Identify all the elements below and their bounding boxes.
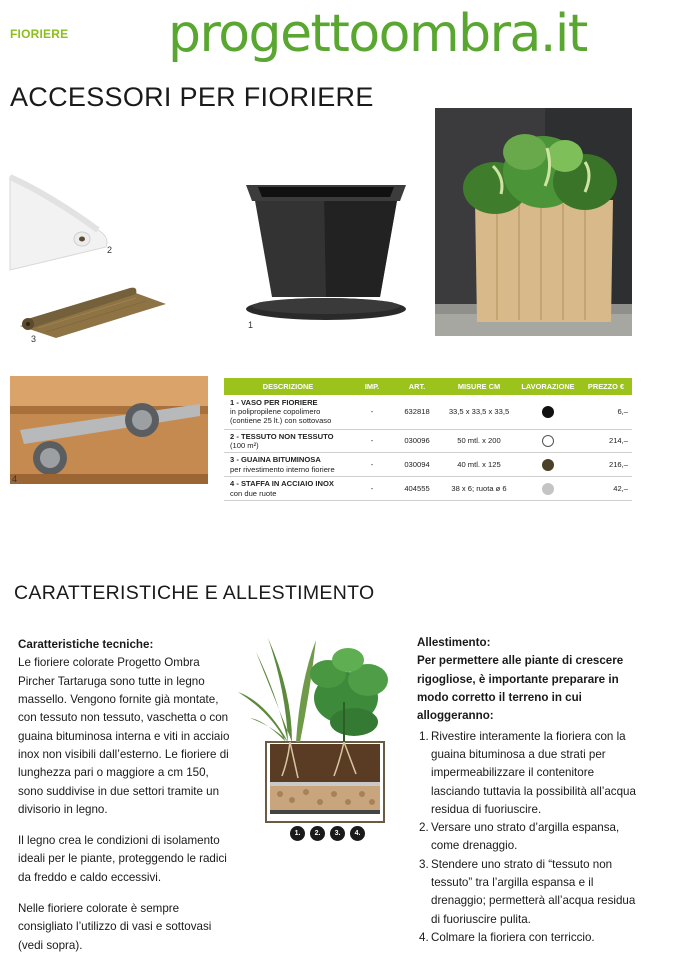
setup-steps xyxy=(417,728,641,948)
row-art: 030094 xyxy=(392,453,442,477)
row-description xyxy=(224,453,352,477)
diagram-label: 3. xyxy=(330,826,345,841)
row-imp: - xyxy=(352,453,392,477)
row-size: 38 x 6; ruota ø 6 xyxy=(442,477,516,501)
row-imp: - xyxy=(352,429,392,453)
row-imp: - xyxy=(352,395,392,429)
diagram-label: 2. xyxy=(310,826,325,841)
technical-paragraph: Nelle fioriere colorate è sempre consigliato l’utilizzo di vasi e sottovasi (vedi sopra). xyxy=(18,902,212,952)
row-size: 50 mtl. x 200 xyxy=(442,429,516,453)
section-tag: FIORIERE xyxy=(10,27,69,41)
setup-step xyxy=(417,728,641,820)
setup-intro: Per permettere alle piante di crescere rigogliose, è importante preparare in modo corretto il terreno in cui alloggeranno: xyxy=(417,654,624,723)
row-price: 6,– xyxy=(580,395,632,429)
col-price: PREZZO € xyxy=(580,378,632,395)
bitumen-roll-image xyxy=(18,282,168,338)
step-text: Stendere uno strato di “tessuto non tessuto” tra l’argilla espansa e il drenaggio; permetterà all’acqua residua di fuoriuscire pulita. xyxy=(431,857,636,926)
product-name: 3 - GUAINA BITUMINOSA xyxy=(230,455,321,465)
row-description xyxy=(224,477,352,501)
table-row xyxy=(224,453,632,477)
diagram-label: 4. xyxy=(350,826,365,841)
product-detail: (contiene 25 lt.) con sottovaso xyxy=(230,416,332,426)
brand-logo: progettoombra.it xyxy=(168,4,587,64)
step-number: 1. xyxy=(419,729,429,743)
step-number: 2. xyxy=(419,821,429,835)
row-description xyxy=(224,429,352,453)
step-text: Versare uno strato d’argilla espansa, come drenaggio. xyxy=(431,821,620,853)
table-header-row xyxy=(224,378,632,395)
product-name: 4 - STAFFA IN ACCIAIO INOX xyxy=(230,479,334,489)
row-art: 404555 xyxy=(392,477,442,501)
figure-label-4: 4 xyxy=(12,474,18,484)
page-title: ACCESSORI PER FIORIERE xyxy=(10,82,374,112)
technical-paragraph: Le fioriere colorate Progetto Ombra Pircher Tartaruga sono tutte in legno massello. Vengono fornite già montate, con tessuto non tessuto, vaschetta o con guaina bituminosa interna e viti in acciaio inox non visibili dall’esterno. Le fioriere di lunghezza pari o maggiore a cm 150, sono suddivise in due settori tramite un divisorio in legno. xyxy=(18,656,230,816)
row-art: 030096 xyxy=(392,429,442,453)
col-imp: IMP. xyxy=(352,378,392,395)
fabric-roll-image xyxy=(10,175,120,270)
col-size: MISURE CM xyxy=(442,378,516,395)
diagram-label: 1. xyxy=(290,826,305,841)
table-row xyxy=(224,477,632,501)
figure-label-2: 2 xyxy=(107,245,113,255)
wooden-planter-photo xyxy=(435,108,632,336)
product-table xyxy=(224,378,632,501)
row-finish xyxy=(516,429,580,453)
setup-heading: Allestimento: xyxy=(417,636,491,649)
col-description: DESCRIZIONE xyxy=(224,378,352,395)
setup-column xyxy=(417,634,641,947)
row-imp: - xyxy=(352,477,392,501)
row-price: 216,– xyxy=(580,453,632,477)
setup-step xyxy=(417,819,641,856)
planter-layers-diagram xyxy=(236,632,406,844)
product-detail: (100 m²) xyxy=(230,440,259,450)
black-pot-image xyxy=(240,175,412,325)
row-size: 40 mtl. x 125 xyxy=(442,453,516,477)
figure-label-1: 1 xyxy=(248,320,254,330)
col-finish: LAVORAZIONE xyxy=(516,378,580,395)
finish-swatch xyxy=(542,406,554,418)
diagram-legend xyxy=(290,826,365,841)
finish-swatch xyxy=(542,483,554,495)
finish-swatch xyxy=(542,435,554,447)
product-name: 1 - VASO PER FIORIERE xyxy=(230,397,318,407)
row-size: 33,5 x 33,5 x 33,5 xyxy=(442,395,516,429)
row-price: 42,– xyxy=(580,477,632,501)
setup-step xyxy=(417,856,641,929)
table-row xyxy=(224,429,632,453)
step-number: 4. xyxy=(419,931,429,944)
step-text: Rivestire interamente la fioriera con la guaina bituminosa a due strati per impermeabilizzare il contenitore lasciando tuttavia la possibilità all’acqua residua di fuoriuscire. xyxy=(431,729,636,816)
col-art: ART. xyxy=(392,378,442,395)
step-text: Colmare la fioriera con terriccio. xyxy=(431,931,595,944)
row-finish xyxy=(516,453,580,477)
product-detail: per rivestimento interno fioriere xyxy=(230,464,335,474)
row-finish xyxy=(516,395,580,429)
step-number: 3. xyxy=(419,857,429,871)
product-detail: in polipropilene copolimero xyxy=(230,407,321,416)
setup-step xyxy=(417,929,641,947)
technical-paragraph: Il legno crea le condizioni di isolamento ideali per le piante, proteggendo le radici da freddo e caldo eccessivi. xyxy=(18,834,227,884)
row-finish xyxy=(516,477,580,501)
bracket-wheels-photo xyxy=(10,376,208,484)
table-row xyxy=(224,395,632,429)
figure-label-3: 3 xyxy=(31,334,37,344)
technical-heading: Caratteristiche tecniche: xyxy=(18,638,154,651)
row-description xyxy=(224,395,352,429)
row-price: 214,– xyxy=(580,429,632,453)
technical-features-column xyxy=(18,636,232,968)
product-name: 2 - TESSUTO NON TESSUTO xyxy=(230,431,334,441)
product-detail: con due ruote xyxy=(230,488,277,498)
row-art: 632818 xyxy=(392,395,442,429)
finish-swatch xyxy=(542,459,554,471)
section-title: CARATTERISTICHE E ALLESTIMENTO xyxy=(14,582,375,604)
